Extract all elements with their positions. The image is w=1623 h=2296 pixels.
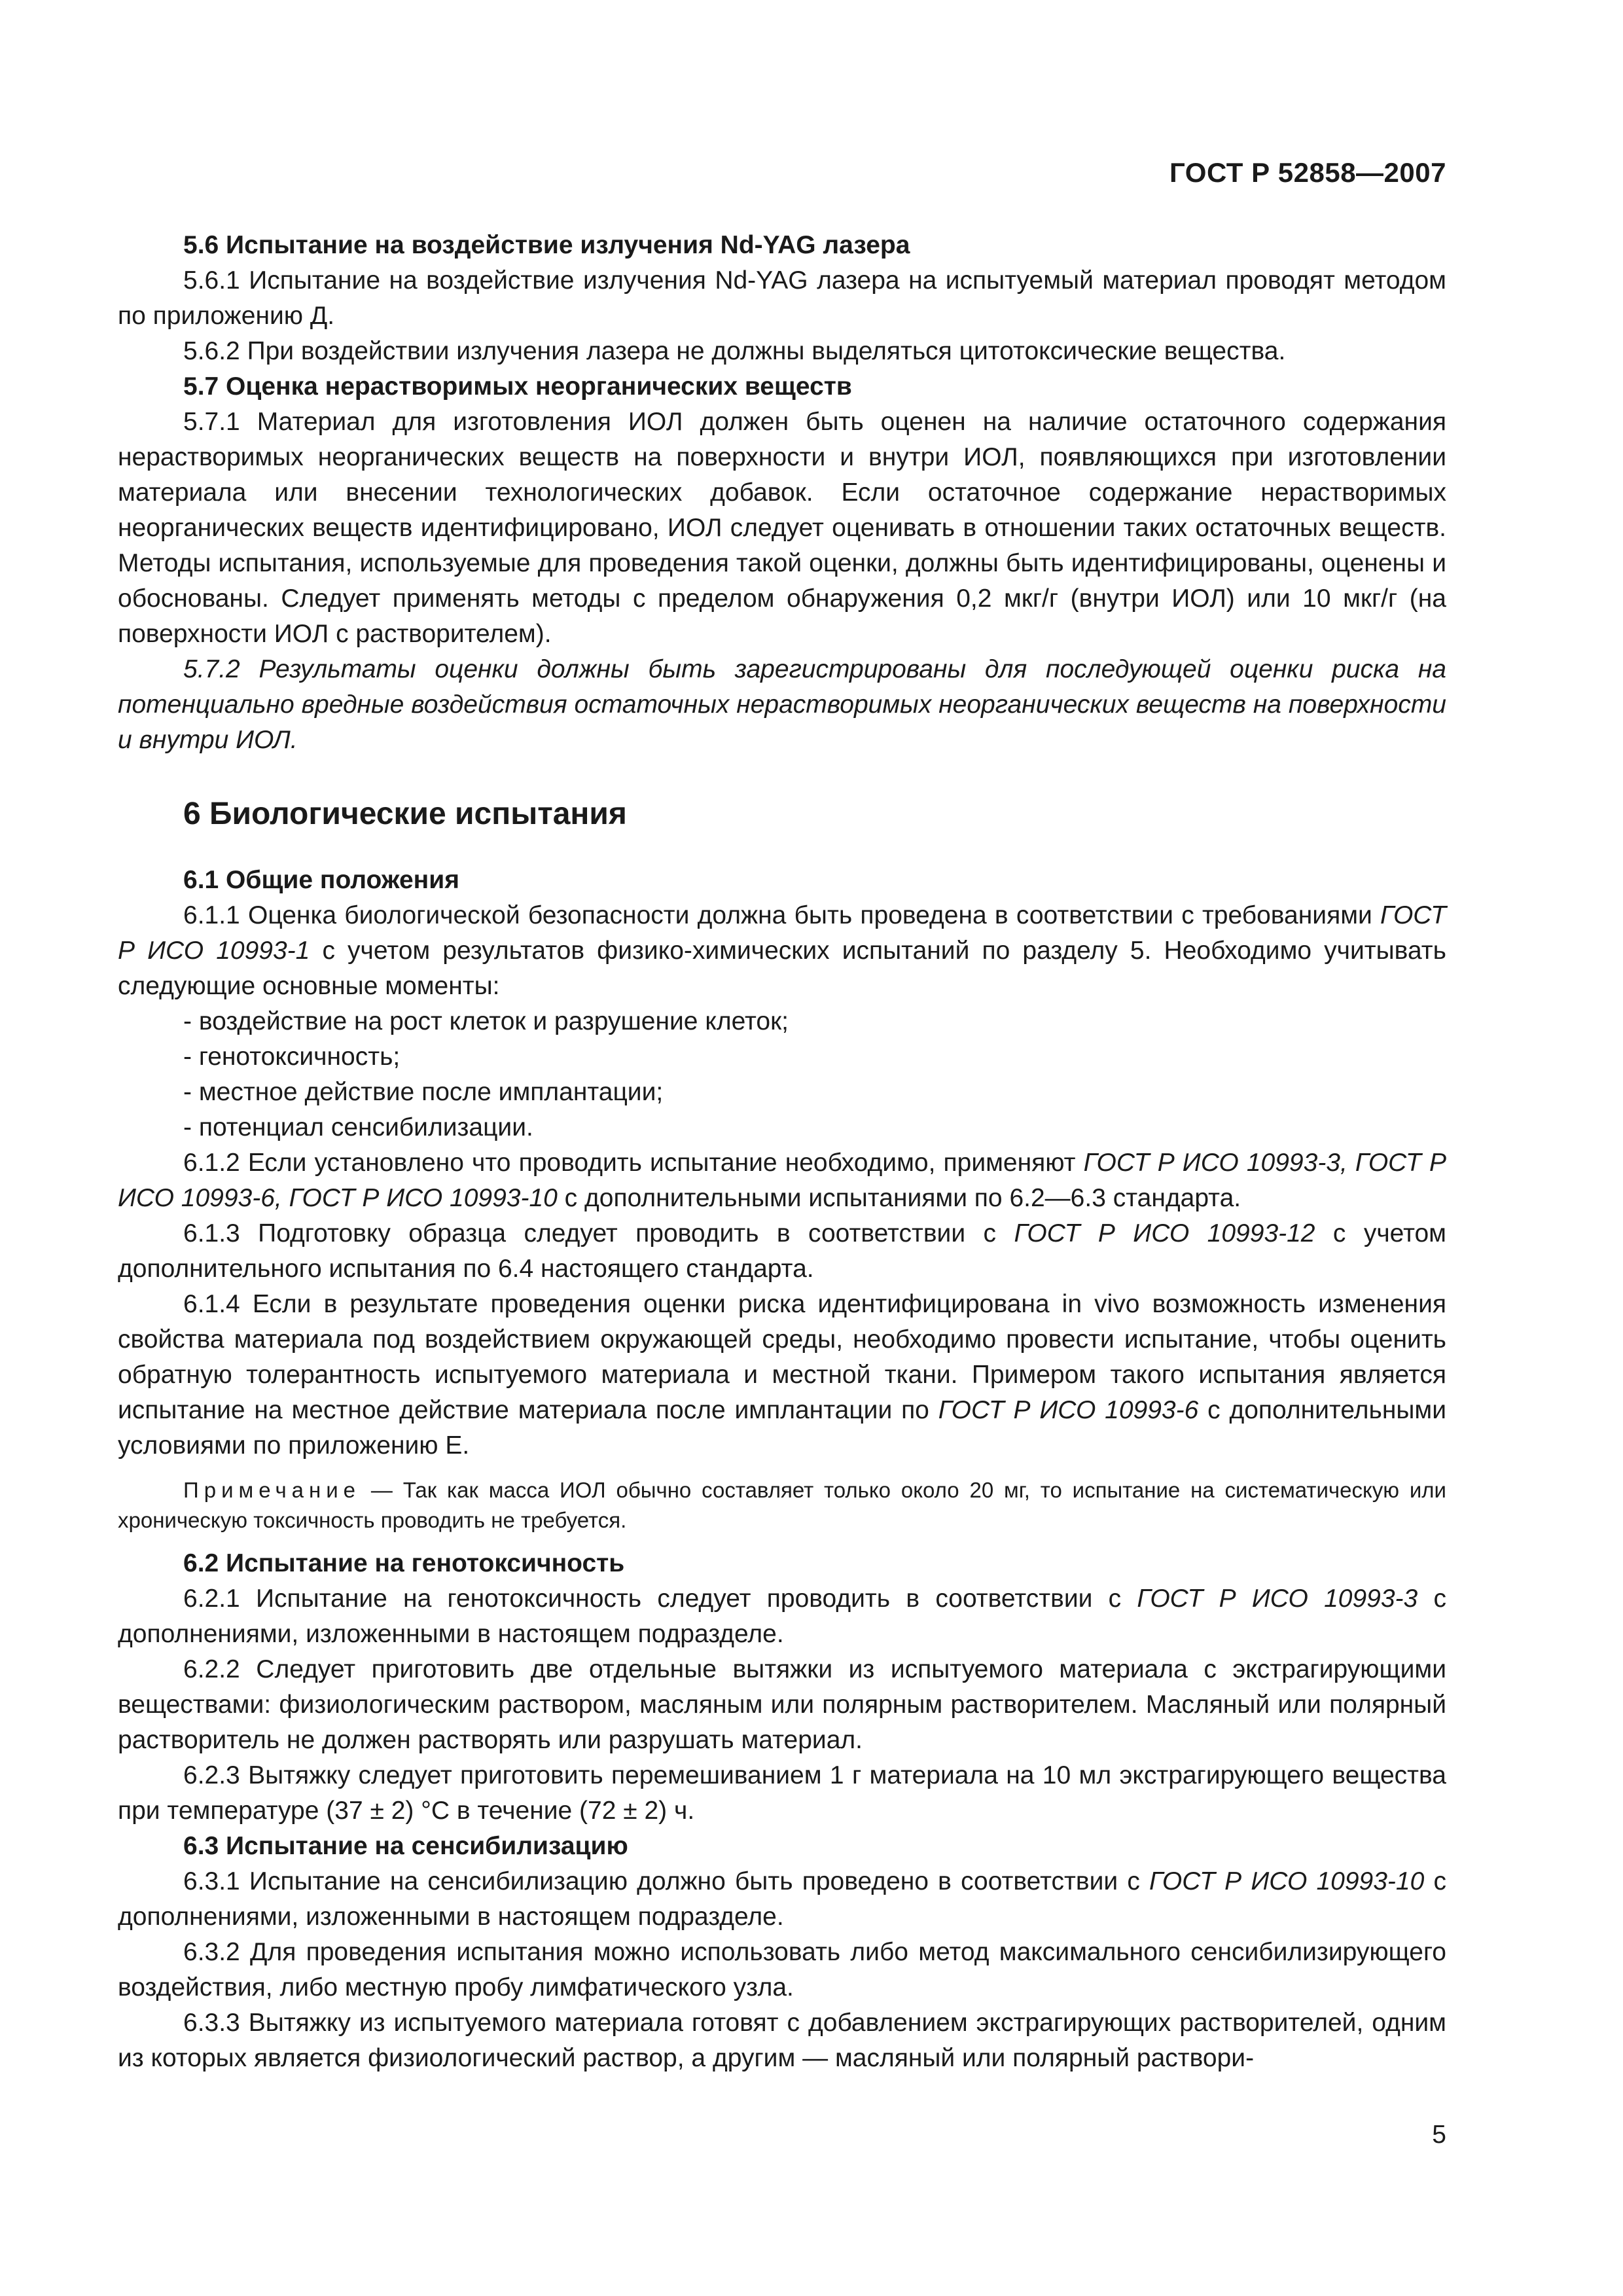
paragraph-6-2-1: 6.2.1 Испытание на генотоксичность следует проводить в соответствии с ГОСТ Р ИСО 10993-3 с дополнениями, изложенными в настоящем подразделе. bbox=[118, 1585, 1446, 1648]
requirements-list bbox=[118, 1004, 1446, 1145]
paragraph-5-7-2: 5.7.2 Результаты оценки должны быть зарегистрированы для последующей оценки риска на потенциально вредные воздействия остаточных нерастворимых неорганических веществ на поверхности и внутри ИОЛ. bbox=[118, 655, 1446, 754]
standard-reference: ГОСТ Р ИСО 10993-1 bbox=[118, 901, 1446, 965]
standard-reference: ГОСТ Р ИСО 10993-3 bbox=[1137, 1585, 1418, 1613]
paragraph-6-1-4: 6.1.4 Если в результате проведения оценки риска идентифицирована in vivo возможность изменения свойства материала под воздействием окружающей среды, необходимо провести испытание, чтобы оценить обратную толерантность испытуемого материала и местной ткани. Примером такого испытания является испытание на местное действие материала после имплантации по ГОСТ Р ИСО 10993-6 с дополнительными условиями по приложению Е. bbox=[118, 1290, 1446, 1460]
paragraph-6-3-1: 6.3.1 Испытание на сенсибилизацию должно быть проведено в соответствии с ГОСТ Р ИСО 10993-10 с дополнениями, изложенными в настоящем подразделе. bbox=[118, 1867, 1446, 1931]
list-item: - генотоксичность; bbox=[118, 1039, 1446, 1075]
section-6-3-title: 6.3 Испытание на сенсибилизацию bbox=[183, 1832, 628, 1860]
page-number: 5 bbox=[1432, 2121, 1446, 2149]
section-5-6-title: 5.6 Испытание на воздействие излучения Nd-YAG лазера bbox=[183, 231, 910, 259]
paragraph-5-6-1: 5.6.1 Испытание на воздействие излучения Nd-YAG лазера на испытуемый материал проводят методом по приложению Д. bbox=[118, 266, 1446, 330]
section-6-1-title: 6.1 Общие положения bbox=[183, 866, 459, 894]
section-6-2-title: 6.2 Испытание на генотоксичность bbox=[183, 1549, 625, 1577]
paragraph-5-6-2: 5.6.2 При воздействии излучения лазера не должны выделяться цитотоксические вещества. bbox=[183, 337, 1286, 365]
note: Примечание — Так как масса ИОЛ обычно составляет только около 20 мг, то испытание на систематическую или хроническую токсичность проводить не требуется. bbox=[118, 1478, 1446, 1532]
standard-reference: ГОСТ Р ИСО 10993-10 bbox=[1149, 1867, 1425, 1895]
paragraph-6-1-1: 6.1.1 Оценка биологической безопасности должна быть проведена в соответствии с требованиями ГОСТ Р ИСО 10993-1 с учетом результатов физико-химических испытаний по разделу 5. Необходимо учитывать следующие основные моменты: bbox=[118, 901, 1446, 1000]
paragraph-6-1-3: 6.1.3 Подготовку образца следует проводить в соответствии с ГОСТ Р ИСО 10993-12 с учетом дополнительного испытания по 6.4 настоящего стандарта. bbox=[118, 1219, 1446, 1283]
list-item: - местное действие после имплантации; bbox=[118, 1075, 1446, 1110]
paragraph-6-3-2: 6.3.2 Для проведения испытания можно использовать либо метод максимального сенсибилизирующего воздействия, либо местную пробу лимфатического узла. bbox=[118, 1938, 1446, 2001]
document-header-id: ГОСТ Р 52858—2007 bbox=[1169, 157, 1446, 188]
paragraph-6-1-2: 6.1.2 Если установлено что проводить испытание необходимо, применяют ГОСТ Р ИСО 10993-3, ГОСТ Р ИСО 10993-6, ГОСТ Р ИСО 10993-10 с дополнительными испытаниями по 6.2—6.3 стандарта. bbox=[118, 1149, 1446, 1212]
paragraph-6-2-2: 6.2.2 Следует приготовить две отдельные вытяжки из испытуемого материала с экстрагирующими веществами: физиологическим раствором, масляным или полярным растворителем. Масляный или полярный растворитель не должен растворять или разрушать материал. bbox=[118, 1655, 1446, 1754]
document-body bbox=[118, 228, 1446, 2076]
section-6-title: 6 Биологические испытания bbox=[183, 797, 627, 831]
standard-reference: ГОСТ Р ИСО 10993-12 bbox=[1014, 1219, 1315, 1247]
section-5-7-title: 5.7 Оценка нерастворимых неорганических веществ bbox=[183, 372, 852, 401]
paragraph-5-7-1: 5.7.1 Материал для изготовления ИОЛ должен быть оценен на наличие остаточного содержания нерастворимых неорганических веществ на поверхности и внутри ИОЛ, появляющихся при изготовлении материала или внесении технологических добавок. Если остаточное содержание нерастворимых неорганических веществ идентифицировано, ИОЛ следует оценивать в отношении таких остаточных веществ. Методы испытания, используемые для проведения такой оценки, должны быть идентифицированы, оценены и обоснованы. Следует применять методы с пределом обнаружения 0,2 мкг/г (внутри ИОЛ) или 10 мкг/г (на поверхности ИОЛ с растворителем). bbox=[118, 408, 1446, 648]
standard-reference: ГОСТ Р ИСО 10993-3, ГОСТ Р ИСО 10993-6, ГОСТ Р ИСО 10993-10 bbox=[118, 1149, 1446, 1212]
standard-reference: ГОСТ Р ИСО 10993-6 bbox=[938, 1396, 1199, 1424]
list-item: - потенциал сенсибилизации. bbox=[118, 1110, 1446, 1145]
note-label: Примечание bbox=[183, 1478, 361, 1502]
paragraph-6-2-3: 6.2.3 Вытяжку следует приготовить перемешиванием 1 г материала на 10 мл экстрагирующего вещества при температуре (37 ± 2) °С в течение (72 ± 2) ч. bbox=[118, 1761, 1446, 1825]
list-item: - воздействие на рост клеток и разрушение клеток; bbox=[118, 1004, 1446, 1039]
paragraph-6-3-3: 6.3.3 Вытяжку из испытуемого материала готовят с добавлением экстрагирующих растворителей, одним из которых является физиологический раствор, а другим — масляный или полярный раствори- bbox=[118, 2009, 1446, 2072]
